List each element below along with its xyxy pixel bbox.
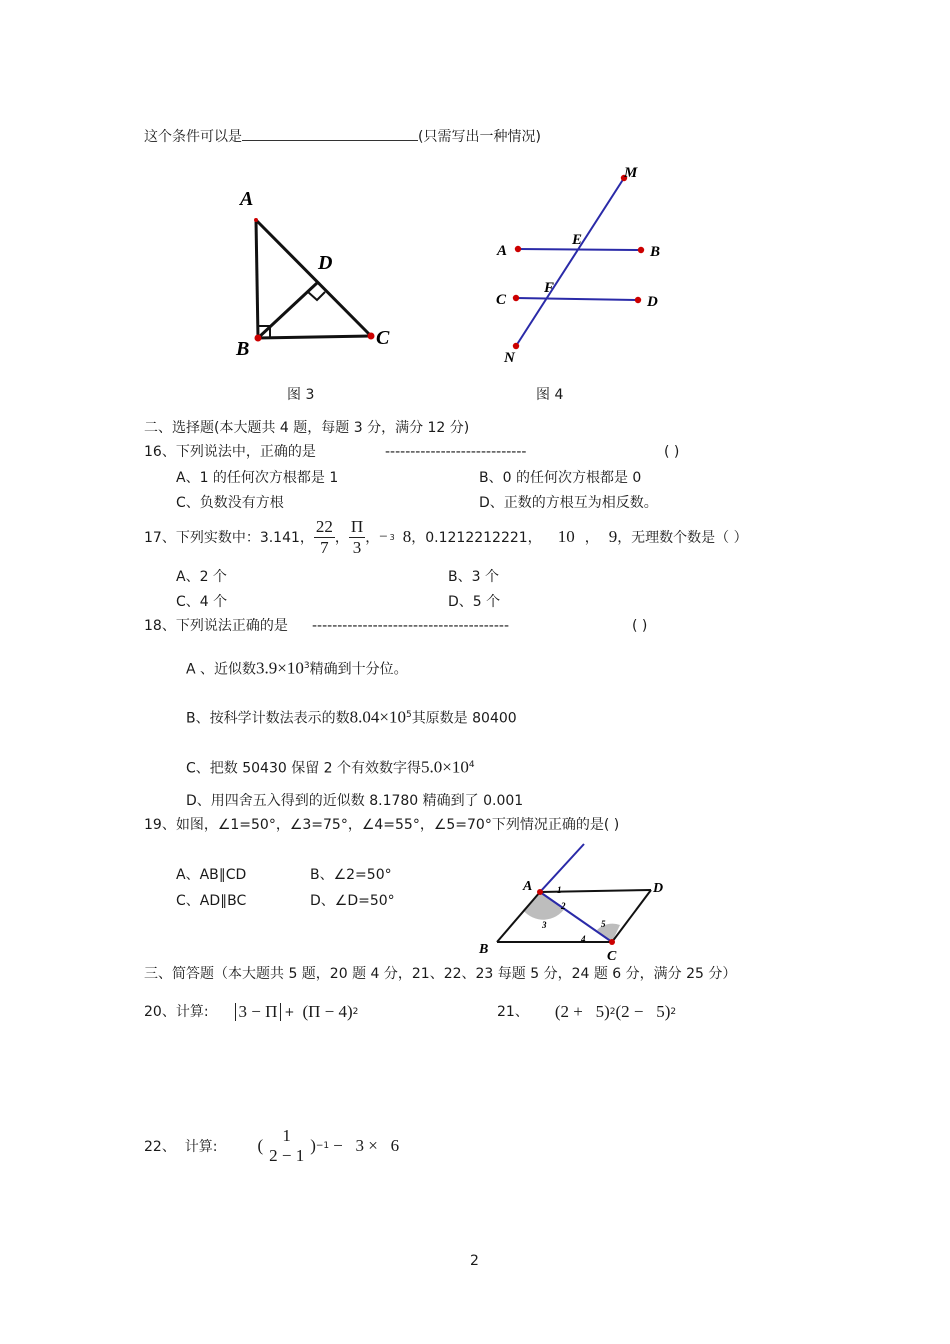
q18-a-math: 3.9×10 bbox=[256, 658, 304, 678]
section3-heading: 三、简答题（本大题共 5 题，20 题 4 分，21、22、23 每题 5 分，24 题 6 分，满分 25 分） bbox=[144, 966, 737, 982]
q19-angle-3: 3 bbox=[542, 920, 547, 930]
fraction-numerator: 22 bbox=[315, 516, 333, 536]
answer-blank bbox=[242, 126, 418, 141]
section2-heading: 二、选择题(本大题共 4 题，每题 3 分，满分 12 分) bbox=[144, 420, 470, 436]
q21-label: 21、 bbox=[497, 1004, 529, 1020]
q18-option-d: D、用四舍五入得到的近似数 8.1780 精确到了 0.001 bbox=[186, 793, 524, 809]
fig4-label-d: D bbox=[647, 294, 658, 310]
q19-label-d: D bbox=[653, 881, 664, 896]
q21-exp1: 2 bbox=[609, 1007, 616, 1017]
q21-exp2: 2 bbox=[670, 1007, 677, 1017]
q18-a-pre: A 、近似数 bbox=[186, 661, 257, 678]
q15-tail-line bbox=[144, 126, 541, 146]
q20-absolute-value: 3 − Π bbox=[235, 1003, 282, 1021]
fig3-caption: 图 3 bbox=[287, 387, 315, 403]
q19-option-b: B、∠2=50° bbox=[310, 867, 392, 883]
figure-q19-parallelogram bbox=[475, 838, 685, 964]
q18-option-c bbox=[186, 756, 475, 778]
fig3-label-c: C bbox=[376, 327, 390, 349]
figure-3 bbox=[230, 185, 400, 365]
q17-option-b: B、3 个 bbox=[448, 569, 499, 585]
q16-option-d: D、正数的方根互为相反数。 bbox=[479, 495, 658, 511]
q19-angle-4: 4 bbox=[581, 934, 586, 944]
q18-a-post: 精确到十分位。 bbox=[309, 661, 408, 678]
q22-exp: −1 bbox=[315, 1141, 330, 1151]
page-number: 2 bbox=[470, 1253, 479, 1269]
q16-option-c: C、负数没有方根 bbox=[176, 495, 284, 511]
fig4-label-m: M bbox=[624, 165, 638, 181]
q22-fraction bbox=[269, 1126, 304, 1166]
q16-dashes: ---------------------------- bbox=[385, 444, 527, 460]
q17-suffix: ，无理数个数是（ ） bbox=[617, 530, 748, 546]
fraction-denominator: 2 − 1 bbox=[269, 1146, 305, 1165]
q19-label-c: C bbox=[607, 949, 617, 964]
q17-fraction-pi-3 bbox=[349, 517, 365, 558]
q16-stem: 16、下列说法中，正确的是 bbox=[144, 444, 316, 460]
q17-sqrt-9: 9 bbox=[608, 527, 618, 546]
fig4-label-c: C bbox=[496, 292, 507, 308]
q18-option-a bbox=[186, 657, 408, 679]
q21-expr1: (2 + 5) bbox=[554, 1002, 610, 1021]
q18-b-pre: B、按科学计数法表示的数 bbox=[186, 710, 350, 727]
q17-option-d: D、5 个 bbox=[448, 594, 501, 610]
q20 bbox=[144, 1003, 358, 1021]
fig4-label-f: F bbox=[544, 280, 555, 296]
q20-label: 20、计算: bbox=[144, 1004, 209, 1020]
q17-prefix: 17、下列实数中：3.141， bbox=[144, 530, 314, 546]
q16-option-b: B、0 的任何次方根都是 0 bbox=[479, 470, 642, 486]
q18-c-exp: 4 bbox=[468, 760, 475, 770]
q18-b-post: 其原数是 80400 bbox=[411, 710, 517, 727]
q21 bbox=[497, 1003, 676, 1021]
q18-answer-paren: ( ) bbox=[632, 618, 648, 634]
q19-angle-1: 1 bbox=[557, 885, 562, 895]
q20-exp: 2 bbox=[352, 1007, 359, 1017]
q22-rest: − 3 × 6 bbox=[333, 1136, 400, 1155]
q20-term: (Π − 4) bbox=[302, 1002, 353, 1021]
q20-plus: + bbox=[284, 1005, 295, 1019]
q18-b-exp: 5 bbox=[405, 710, 412, 720]
fraction-numerator: 1 bbox=[282, 1126, 291, 1145]
fig4-caption: 图 4 bbox=[536, 387, 564, 403]
q17-option-c: C、4 个 bbox=[176, 594, 228, 610]
q17-cube-root-value: 8 bbox=[402, 527, 412, 546]
q19-stem: 19、如图，∠1=50°，∠3=75°，∠4=55°，∠5=70°下列情况正确的是( ) bbox=[144, 817, 620, 833]
fig3-label-d: D bbox=[318, 252, 333, 274]
q18-stem: 18、下列说法正确的是 bbox=[144, 618, 288, 634]
fraction-numerator: Π bbox=[350, 516, 364, 536]
root-index: 3 bbox=[389, 532, 395, 542]
q18-b-math: 8.04×10 bbox=[349, 707, 406, 727]
fig3-label-a: A bbox=[240, 188, 254, 210]
fig3-label-b: B bbox=[236, 338, 250, 360]
q18-a-exp: 3 bbox=[303, 661, 310, 671]
q18-dashes: --------------------------------------- bbox=[312, 618, 510, 634]
fig4-label-n: N bbox=[504, 350, 515, 366]
q17-option-a: A、2 个 bbox=[176, 569, 227, 585]
fig4-label-e: E bbox=[572, 232, 583, 248]
figure-4 bbox=[490, 160, 680, 370]
q18-option-b bbox=[186, 706, 517, 728]
q17-fraction-22-7 bbox=[314, 517, 335, 558]
q16-option-a: A、1 的任何次方根都是 1 bbox=[176, 470, 339, 486]
q15-hint: (只需写出一种情况) bbox=[418, 129, 541, 145]
q17-mid: ，0.1212212221， bbox=[411, 530, 542, 546]
q19-angle-5: 5 bbox=[601, 919, 606, 929]
q16-answer-paren: ( ) bbox=[664, 444, 680, 460]
q22: 22、 计算: ( 1 2 − 1 ) −1 − 3 × 6 bbox=[144, 1126, 400, 1165]
q21-expr2: (2 − 5) bbox=[615, 1002, 671, 1021]
q17-stem: 17、下列实数中：3.141， $\frac{22}{7}$ ， $\frac{\Pi}{3}$ ， − 3 8 ，0.1212212221， 10 ， 9 ，无理数个数是（ ） bbox=[144, 516, 748, 557]
q18-c-pre: C、把数 50430 保留 2 个有效数字得 bbox=[186, 760, 422, 777]
q18-c-math: 5.0×10 bbox=[421, 757, 469, 777]
q22-label: 22、 计算: bbox=[144, 1139, 218, 1155]
q19-label-b: B bbox=[479, 942, 489, 957]
fraction-denominator: 7 bbox=[320, 537, 329, 557]
q17-sqrt-10: 10 bbox=[557, 527, 575, 546]
q19-label-a: A bbox=[523, 879, 533, 894]
q19-option-c: C、AD∥BC bbox=[176, 893, 247, 909]
q19-angle-2: 2 bbox=[561, 901, 566, 911]
q19-option-a: A、AB∥CD bbox=[176, 867, 247, 883]
fraction-denominator: 3 bbox=[352, 537, 362, 557]
fig4-label-a: A bbox=[497, 243, 508, 259]
q15-text: 这个条件可以是 bbox=[144, 129, 242, 145]
q19-option-d: D、∠D=50° bbox=[310, 893, 395, 909]
fig4-label-b: B bbox=[650, 244, 661, 260]
